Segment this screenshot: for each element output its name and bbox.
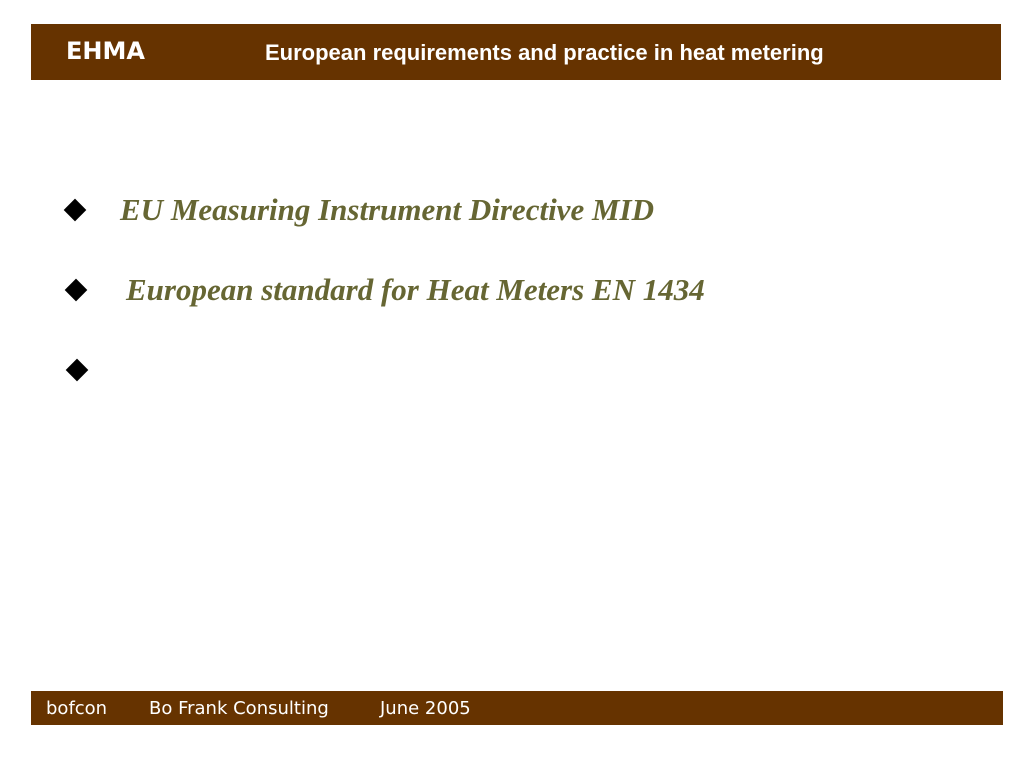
header-org: EHMA <box>66 37 145 65</box>
bullet-text: EU Measuring Instrument Directive MID <box>120 192 654 227</box>
footer-bar <box>31 691 1003 725</box>
footer-company-name: Bo Frank Consulting <box>149 698 329 719</box>
footer-date: June 2005 <box>380 698 471 719</box>
diamond-bullet-icon <box>66 359 89 382</box>
diamond-bullet-icon <box>64 199 87 222</box>
footer-company-short: bofcon <box>46 698 108 719</box>
slide-title: European requirements and practice in heat metering <box>265 40 824 65</box>
diamond-bullet-icon <box>65 279 88 302</box>
header-bar <box>31 24 1001 80</box>
bullet-text: European standard for Heat Meters EN 1434 <box>126 272 705 307</box>
